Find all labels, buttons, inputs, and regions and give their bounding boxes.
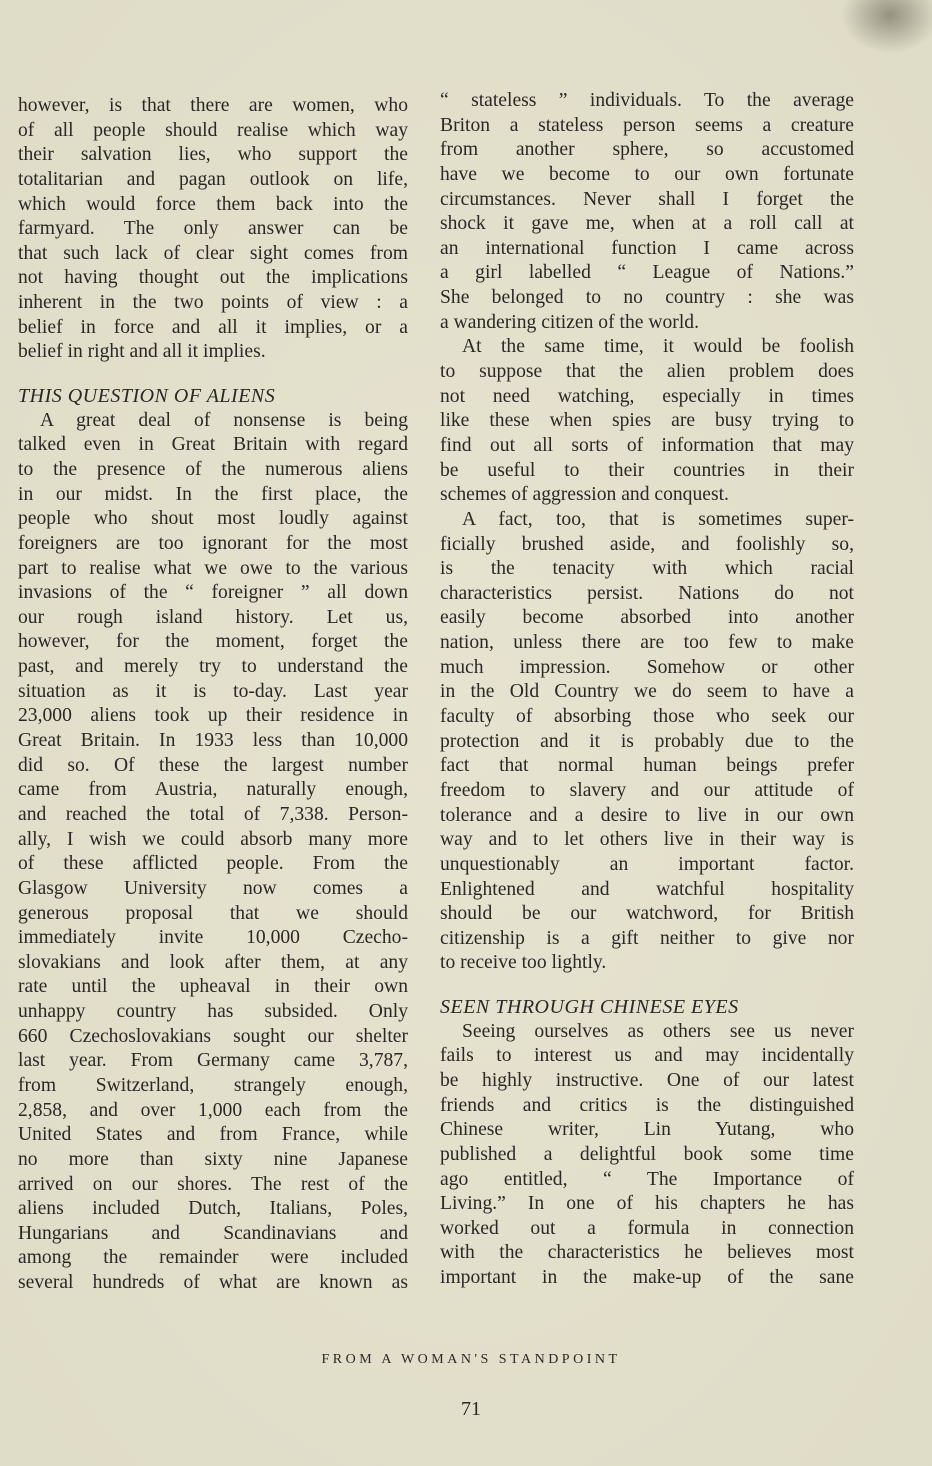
text-line: Great Britain. In 1933 less than 10,000 <box>18 730 408 752</box>
text-line: to suppose that the alien problem does <box>440 361 854 383</box>
text-line: United States and from France, while <box>18 1124 408 1146</box>
intro-paragraph <box>18 94 408 365</box>
text-line: talked even in Great Britain with regard <box>18 434 408 456</box>
text-line: way and to let others live in their way is <box>440 829 854 851</box>
text-line: that such lack of clear sight comes from <box>18 242 408 264</box>
right-column <box>440 89 854 1291</box>
section-heading-aliens: THIS QUESTION OF ALIENS <box>18 385 276 408</box>
text-line: belief in right and all it implies. <box>18 341 266 363</box>
text-line: an international function I came across <box>440 237 854 259</box>
text-line: rate until the upheaval in their own <box>18 976 408 998</box>
text-line: characteristics persist. Nations do not <box>440 582 854 604</box>
text-line: have we become to our own fortunate <box>440 163 854 185</box>
text-line: find out all sorts of information that may <box>440 434 854 456</box>
text-line: Seeing ourselves as others see us never <box>462 1020 854 1042</box>
text-line: Chinese writer, Lin Yutang, who <box>440 1119 854 1141</box>
section-heading-chinese-eyes: SEEN THROUGH CHINESE EYES <box>440 996 739 1019</box>
text-line: and reached the total of 7,338. Person- <box>18 803 408 825</box>
text-line: of these afflicted people. From the <box>18 853 408 875</box>
text-line: schemes of aggression and conquest. <box>440 484 729 506</box>
text-line: 660 Czechoslovakians sought our shelter <box>18 1025 408 1047</box>
text-line: A great deal of nonsense is being <box>40 409 408 431</box>
text-line: our rough island history. Let us, <box>18 606 408 628</box>
text-line: to receive too lightly. <box>440 952 607 974</box>
text-line: Living.” In one of his chapters he has <box>440 1193 854 1215</box>
text-line: immediately invite 10,000 Czecho- <box>18 927 408 949</box>
text-line: much impression. Somehow or other <box>440 656 854 678</box>
text-line: tolerance and a desire to live in our own <box>440 804 854 826</box>
text-line: be highly instructive. One of our latest <box>440 1069 854 1091</box>
text-line: past, and merely try to understand the <box>18 656 408 678</box>
text-line: A fact, too, that is sometimes super- <box>462 508 854 530</box>
text-line: Briton a stateless person seems a creature <box>440 114 854 136</box>
text-line: no more than sixty nine Japanese <box>18 1148 408 1170</box>
text-line: people who shout most loudly against <box>18 508 408 530</box>
text-line: published a delightful book some time <box>440 1143 854 1165</box>
text-line: aliens included Dutch, Italians, Poles, <box>18 1198 408 1220</box>
text-line: foreigners are too ignorant for the most <box>18 532 408 554</box>
running-footer: FROM A WOMAN'S STANDPOINT <box>321 1352 621 1367</box>
left-column <box>18 94 408 1296</box>
text-line: 23,000 aliens took up their residence in <box>18 705 408 727</box>
text-line: a wandering citizen of the world. <box>440 311 699 333</box>
text-line: last year. From Germany came 3,787, <box>18 1050 408 1072</box>
text-line: Glasgow University now comes a <box>18 877 408 899</box>
text-line: to the presence of the numerous aliens <box>18 458 408 480</box>
text-line: fact that normal human beings prefer <box>440 755 854 777</box>
page-number: 71 <box>461 1398 481 1420</box>
text-line: circumstances. Never shall I forget the <box>440 188 854 210</box>
text-line: faculty of absorbing those who seek our <box>440 706 854 728</box>
text-line: protection and it is probably due to the <box>440 730 854 752</box>
text-line: is the tenacity with which racial <box>440 558 854 580</box>
spacer <box>440 976 854 995</box>
text-line: unhappy country has subsided. Only <box>18 1001 408 1023</box>
text-line: friends and critics is the distinguished <box>440 1094 854 1116</box>
text-line: Hungarians and Scandinavians and <box>18 1222 408 1244</box>
text-line: among the remainder were included <box>18 1247 408 1269</box>
text-line: be useful to their countries in their <box>440 459 854 481</box>
text-line: citizenship is a gift neither to give nor <box>440 927 854 949</box>
text-line: slovakians and look after them, at any <box>18 951 408 973</box>
text-line: of all people should realise which way <box>18 119 408 141</box>
text-line: part to realise what we owe to the various <box>18 557 408 579</box>
stateless-paragraph <box>440 89 854 335</box>
text-line: arrived on our shores. The rest of the <box>18 1173 408 1195</box>
text-line: not need watching, especially in times <box>440 385 854 407</box>
text-line: Enlightened and watchful hospitality <box>440 878 854 900</box>
text-line: worked out a formula in connection <box>440 1217 854 1239</box>
racial-characteristics-paragraph <box>440 508 854 976</box>
text-line: totalitarian and pagan outlook on life, <box>18 168 408 190</box>
text-line: not having thought out the implications <box>18 267 408 289</box>
text-line: ago entitled, “ The Importance of <box>440 1168 854 1190</box>
text-line: from another sphere, so accustomed <box>440 139 854 161</box>
text-line: fails to interest us and may incidentally <box>440 1045 854 1067</box>
text-line: shock it gave me, when at a roll call at <box>440 213 854 235</box>
text-line: “ stateless ” individuals. To the average <box>440 90 854 111</box>
text-line: a girl labelled “ League of Nations.” <box>440 262 854 284</box>
text-line: important in the make-up of the sane <box>440 1267 854 1289</box>
text-line: situation as it is to-day. Last year <box>18 680 408 702</box>
text-line: however, is that there are women, who <box>18 95 408 116</box>
text-line: their salvation lies, who support the <box>18 144 408 166</box>
text-line: 2,858, and over 1,000 each from the <box>18 1099 408 1121</box>
text-line: At the same time, it would be foolish <box>462 336 854 358</box>
text-line: farmyard. The only answer can be <box>18 218 408 240</box>
text-line: did so. Of these the largest number <box>18 754 408 776</box>
text-line: from Switzerland, strangely enough, <box>18 1074 408 1096</box>
text-line: ficially brushed aside, and foolishly so, <box>440 533 854 555</box>
text-line: nation, unless there are too few to make <box>440 632 854 654</box>
text-line: in the Old Country we do seem to have a <box>440 681 854 703</box>
text-line: several hundreds of what are known as <box>18 1272 408 1294</box>
text-line: generous proposal that we should <box>18 902 408 924</box>
alien-problem-paragraph <box>440 335 854 507</box>
text-line: came from Austria, naturally enough, <box>18 779 408 801</box>
text-line: unquestionably an important factor. <box>440 853 854 875</box>
text-line: in our midst. In the first place, the <box>18 483 408 505</box>
spacer <box>18 365 408 384</box>
text-line: easily become absorbed into another <box>440 607 854 629</box>
text-line: freedom to slavery and our attitude of <box>440 779 854 801</box>
text-line: ally, I wish we could absorb many more <box>18 828 408 850</box>
text-line: belief in force and all it implies, or a <box>18 316 408 338</box>
text-line: invasions of the “ foreigner ” all down <box>18 582 408 604</box>
text-line: She belonged to no country : she was <box>440 287 854 309</box>
text-line: however, for the moment, forget the <box>18 631 408 653</box>
chinese-eyes-paragraph <box>440 1020 854 1291</box>
text-line: inherent in the two points of view : a <box>18 292 408 314</box>
text-line: with the characteristics he believes most <box>440 1242 854 1264</box>
aliens-paragraph <box>18 409 408 1296</box>
text-line: which would force them back into the <box>18 193 408 215</box>
text-line: should be our watchword, for British <box>440 903 854 925</box>
text-line: like these when spies are busy trying to <box>440 410 854 432</box>
